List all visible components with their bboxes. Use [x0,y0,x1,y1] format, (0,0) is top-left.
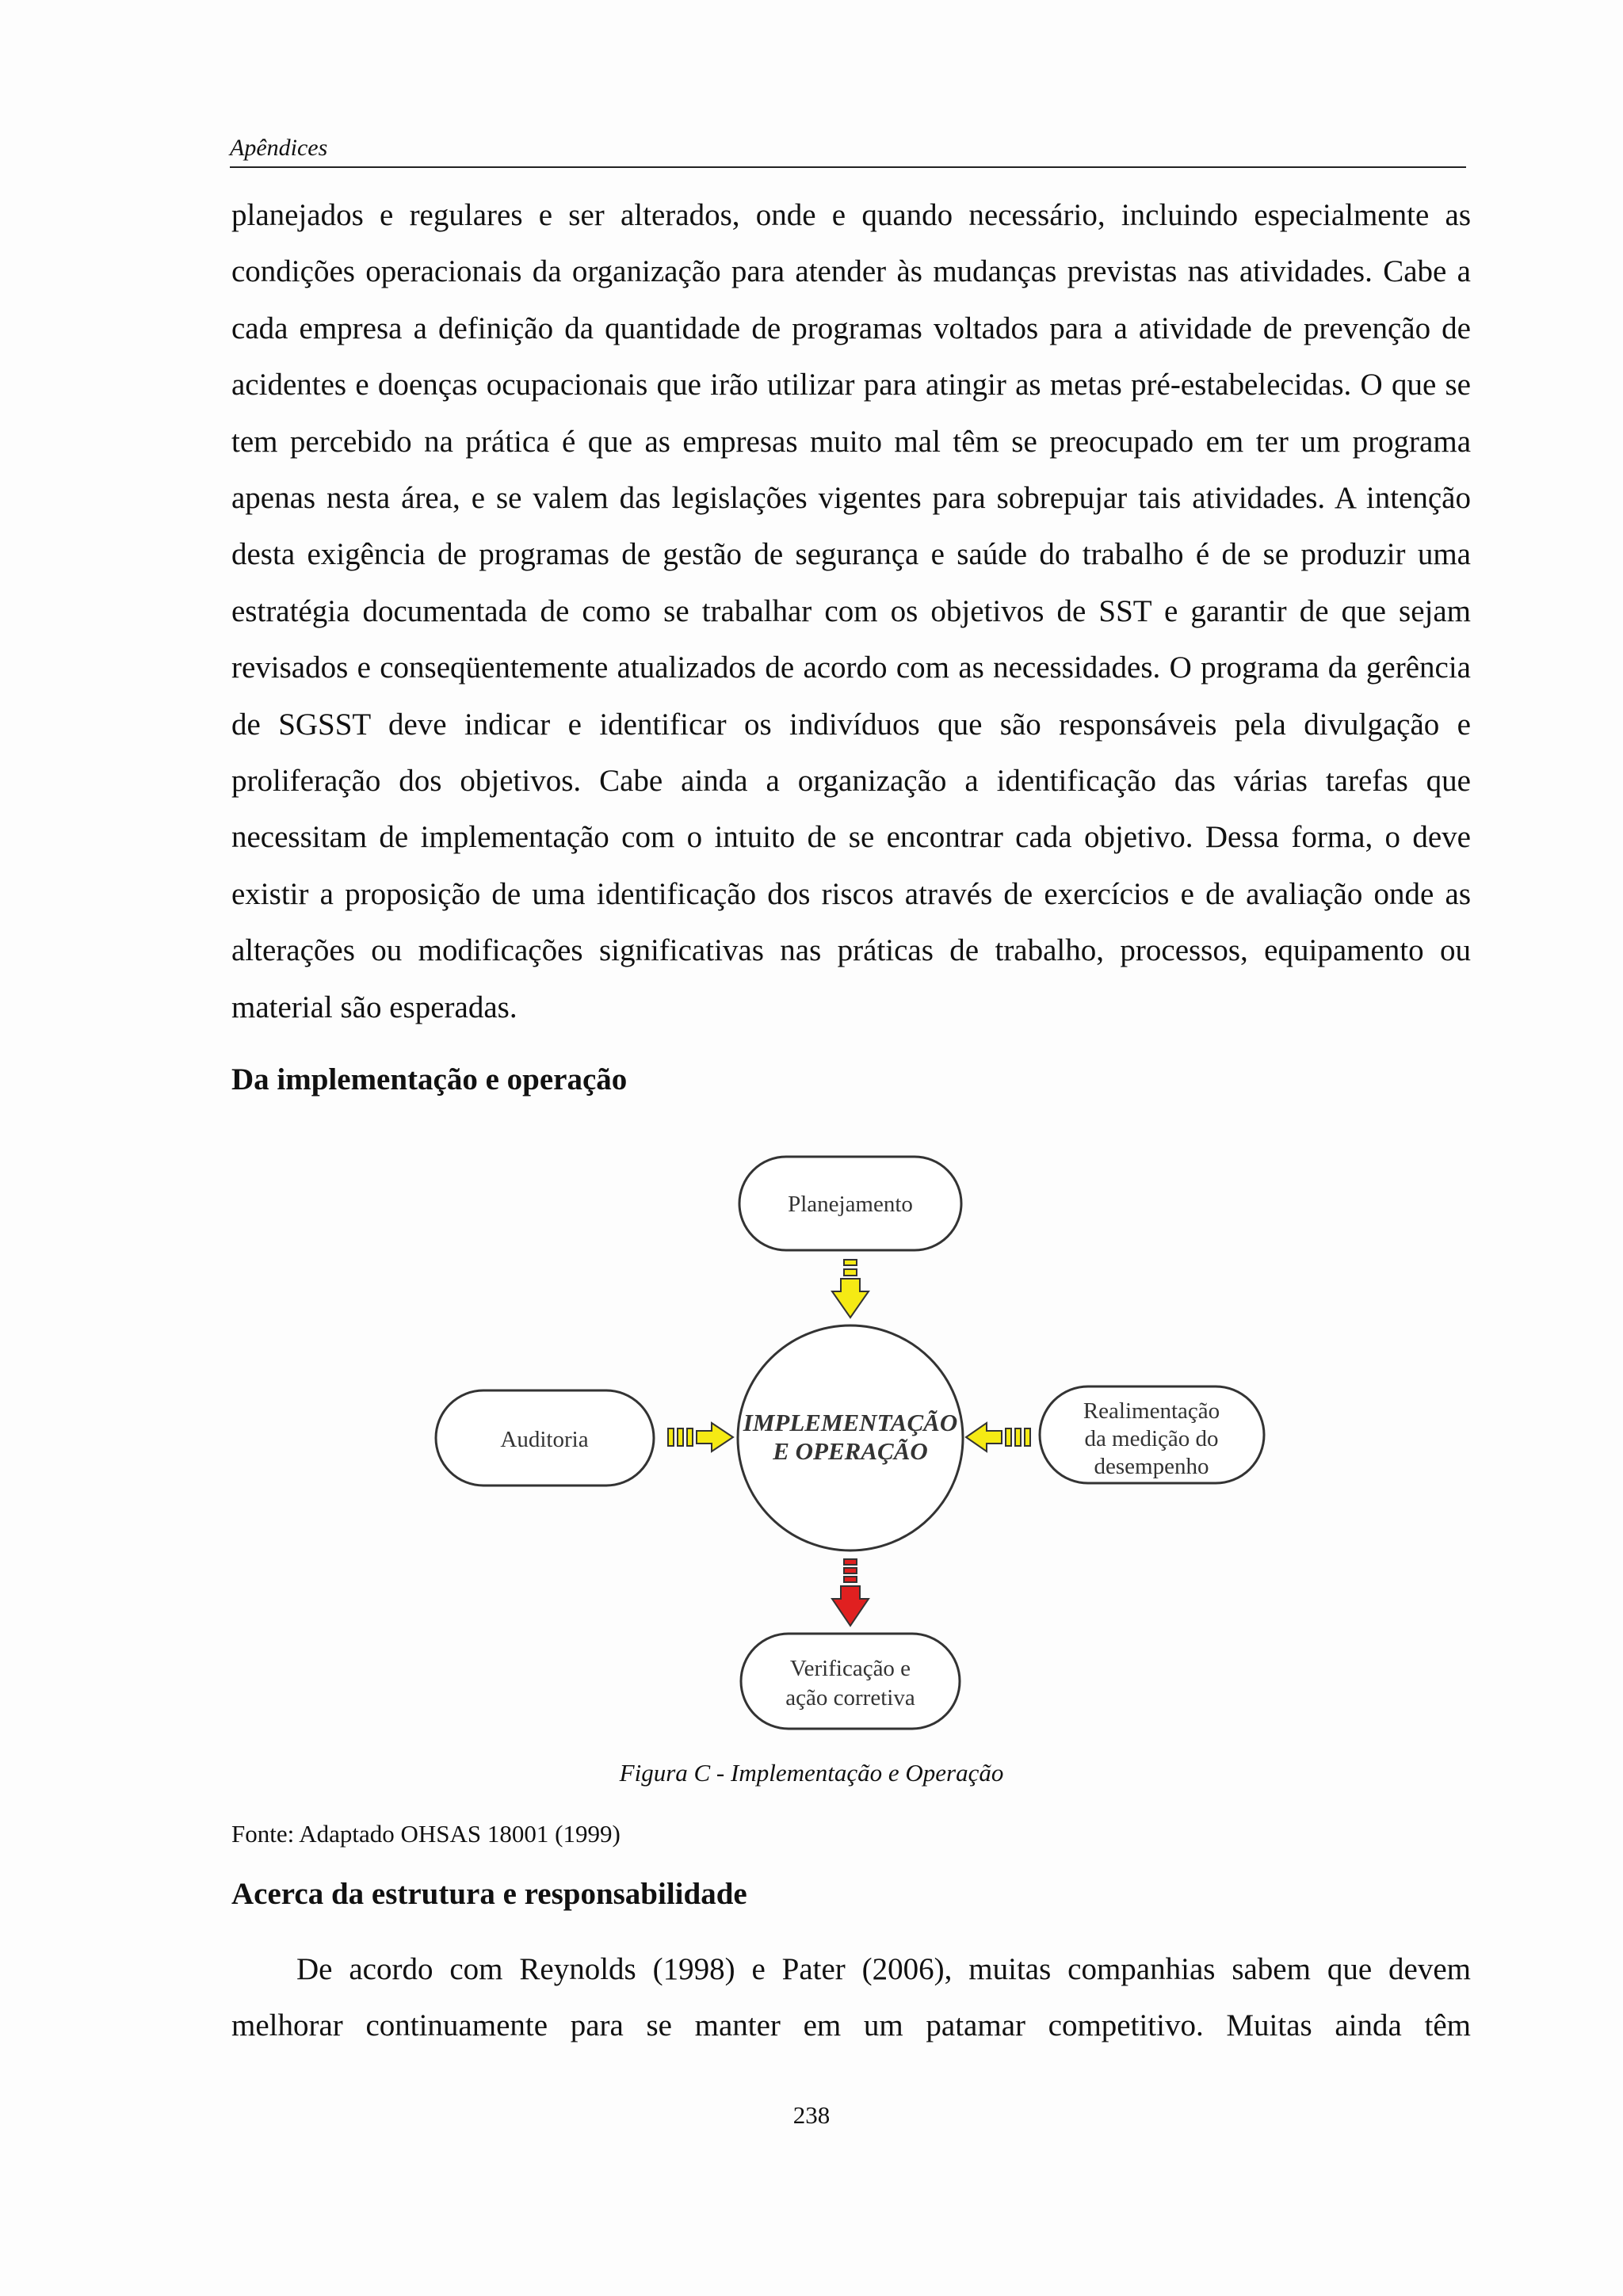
implementation-diagram [420,1133,1292,1751]
top-arrow-icon [832,1260,869,1318]
planning-label: Planejamento [788,1192,913,1217]
implementation-circle [738,1325,963,1550]
verification-label-line-1: Verificação e [789,1656,911,1681]
section-heading-implementation: Da implementação e operação [231,1062,628,1097]
body-paragraph-1: planejados e regulares e ser alterados, onde e quando necessário, incluindo especialmente as condições operacionais da organização para atender às mudanças previstas nas atividades. Cabe a cada empresa a definição da quantidade de programas voltados para a atividade de prevenção de acidentes e doenças ocupacionais que irão utilizar para atingir as metas pré-estabelecidas. O que se tem percebido na prática é que as empresas muito mal têm se preocupado em ter um programa apenas nesta área, e se valem das legislações vigentes para sobrepujar tais atividades. A intenção desta exigência de programas de gestão de segurança e saúde do trabalho é de se produzir uma estratégia documentada de como se trabalhar com os objetivos de SST e garantir de que sejam revisados e conseqüentemente atualizados de acordo com as necessidades. O programa da gerência de SGSST deve indicar e identificar os indivíduos que são responsáveis pela divulgação e proliferação dos objetivos. Cabe ainda a organização a identificação das várias tarefas que necessitam de implementação com o intuito de se encontrar cada objetivo. Dessa forma, o deve existir a proposição de uma identificação dos riscos através de exercícios e de avaliação onde as alterações ou modificações significativas nas práticas de trabalho, processos, equipamento ou material são esperadas. [231,198,1471,1024]
feedback-label-line-2: da medição do [1084,1426,1219,1451]
figure-caption: Figura C - Implementação e Operação [619,1759,1004,1787]
body-paragraph-2 [231,1941,1471,2054]
feedback-label-line-3: desempenho [1094,1454,1209,1479]
planning-box [739,1157,961,1250]
header-title: Apêndices [230,135,328,161]
left-arrow-icon [668,1423,733,1451]
verification-box [741,1634,960,1729]
center-label-line-1: IMPLEMENTAÇÃO [743,1409,958,1436]
bottom-arrow-icon [832,1559,869,1626]
feedback-box [1040,1386,1264,1483]
page-header [230,135,1466,168]
audit-box [436,1390,654,1486]
section-heading-structure: Acerca da estrutura e responsabilidade [231,1877,747,1911]
center-label-line-2: E OPERAÇÃO [773,1437,928,1465]
body-paragraph-2-text: De acordo com Reynolds (1998) e Pater (2006), muitas companhias sabem que devem melhorar continuamente para se manter em um patamar competitivo. Muitas ainda têm [231,1952,1471,2043]
page-number: 238 [792,2101,831,2129]
verification-label-line-2: ação corretiva [785,1685,915,1711]
feedback-label-line-1: Realimentação [1083,1398,1220,1424]
audit-label: Auditoria [500,1427,589,1452]
figure-source: Fonte: Adaptado OHSAS 18001 (1999) [231,1820,621,1848]
right-arrow-icon [966,1423,1030,1451]
